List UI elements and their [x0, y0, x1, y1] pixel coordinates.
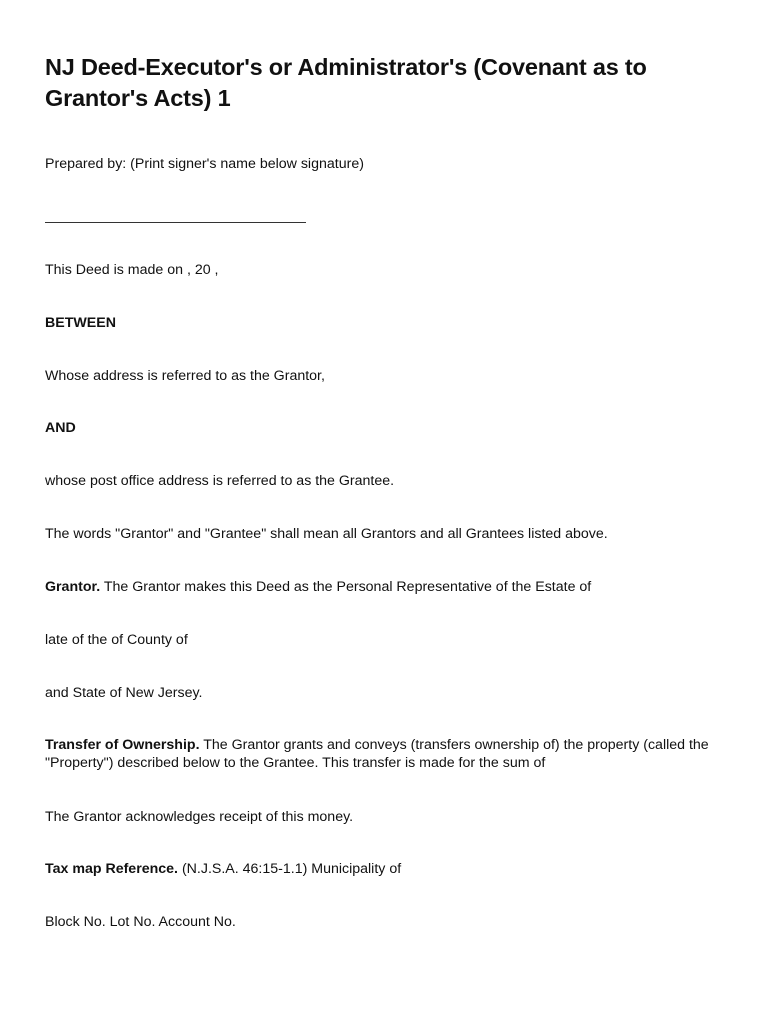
acknowledgement-text: The Grantor acknowledges receipt of this money. [45, 809, 354, 825]
words-definition-text: The words "Grantor" and "Grantee" shall mean all Grantors and all Grantees listed above. [45, 526, 608, 542]
late-of-text: late of the of County of [45, 632, 188, 648]
block-lot-account-text: Block No. Lot No. Account No. [45, 914, 236, 930]
grantee-address-text: whose post office address is referred to as the Grantee. [45, 473, 395, 489]
transfer-paragraph [45, 736, 725, 772]
tax-map-text: (N.J.S.A. 46:15-1.1) Municipality of [178, 861, 402, 877]
prepared-by-text: Prepared by: (Print signer's name below signature) [45, 156, 364, 172]
grantor-heading: Grantor. [45, 579, 101, 595]
tax-map-paragraph [45, 860, 401, 878]
transfer-heading: Transfer of Ownership. [45, 737, 200, 753]
state-of-text: and State of New Jersey. [45, 685, 203, 701]
grantor-paragraph [45, 578, 591, 596]
transfer-text: The Grantor grants and conveys (transfers ownership of) the property (called the "Property") described below to the Grantee. This transfer is made for the sum of [45, 737, 709, 771]
grantor-address-text: Whose address is referred to as the Grantor, [45, 368, 325, 384]
tax-map-heading: Tax map Reference. [45, 861, 178, 877]
signature-line [45, 222, 306, 223]
deed-date-text: This Deed is made on , 20 , [45, 262, 219, 278]
and-heading: AND [45, 420, 76, 436]
grantor-text: The Grantor makes this Deed as the Personal Representative of the Estate of [100, 579, 592, 595]
between-heading: BETWEEN [45, 315, 116, 331]
document-title: NJ Deed-Executor's or Administrator's (Covenant as to Grantor's Acts) 1 [45, 54, 647, 111]
